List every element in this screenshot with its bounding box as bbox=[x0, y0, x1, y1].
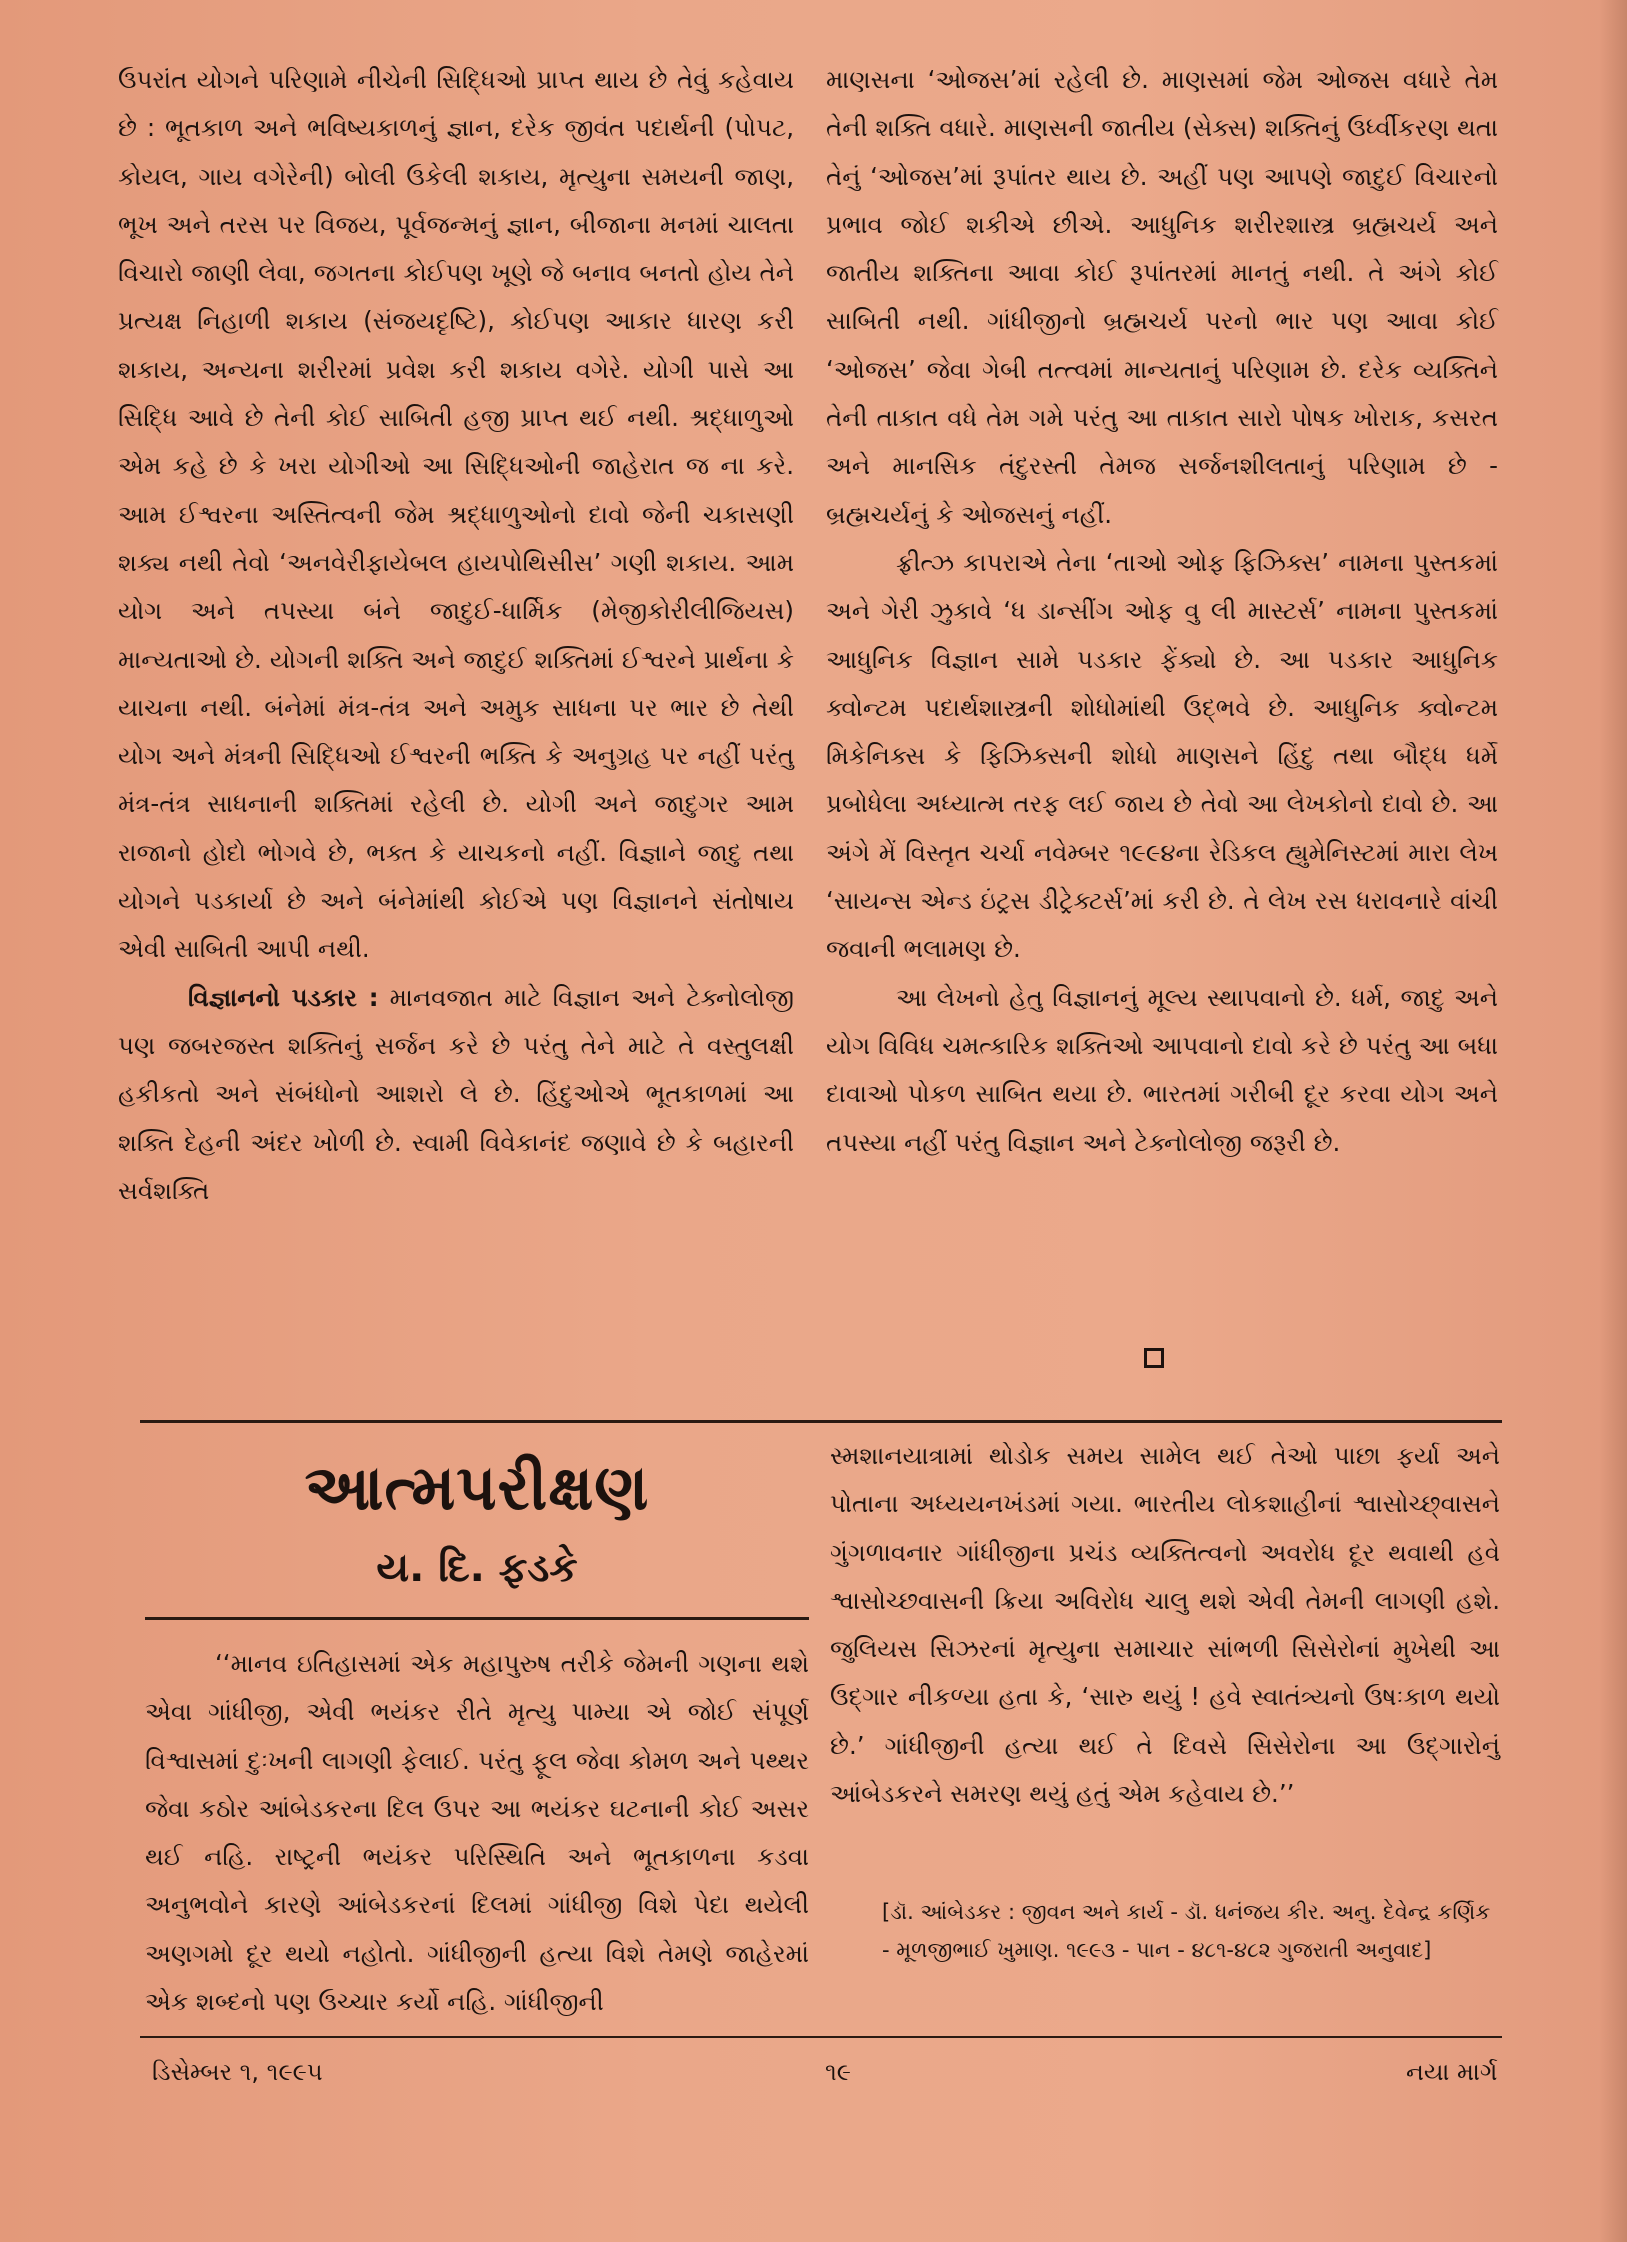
footer-rule bbox=[140, 2036, 1502, 2038]
article-title: આત્મપરીક્ષણ bbox=[304, 1451, 650, 1524]
quote-paragraph-right: સ્મશાનયાત્રામાં થોડોક સમય સામેલ થઈ તેઓ પાછા ફર્યા અને પોતાના અધ્યયનખંડમાં ગયા. ભારતીય લોકશાહીનાં શ્વાસોચ્છ્‌વાસને ગુંગળાવનાર ગાંધીજીના પ્રચંડ વ્યક્તિત્વનો અવરોધ દૂર થવાથી હવે શ્વાસોચ્છવાસની ક્રિયા અવિરોધ ચાલુ થશે એવી તેમની લાગણી હશે. જુલિયસ સિઝરનાં મૃત્યુના સમાચાર સાંભળી સિસેરોનાં મુખેથી આ ઉદ્‌ગાર નીકળ્યા હતા કે, ‘સારુ થયું ! હવે સ્વાતંત્ર્યનો ઉષઃકાળ થયો છે.’ ગાંધીજીની હત્યા થઈ તે દિવસે સિસેરોના આ ઉદ્‌ગારોનું આંબેડકરને સમરણ થયું હતું એમ કહેવાય છે.’’ bbox=[830, 1441, 1500, 1809]
paragraph-science-challenge-text: માનવજાત માટે વિજ્ઞાન અને ટેક્નોલોજી પણ જબરજસ્ત શક્તિનું સર્જન કરે છે પરંતુ તેને માટે તે વસ્તુલક્ષી હકીકતો અને સંબંધોનો આશરો લે છે. હિંદુઓએ ભૂતકાળમાં આ શક્તિ દેહની અંદર ખોળી છે. સ્વામી વિવેકાનંદ જણાવે છે કે બહારની સર્વશક્તિ bbox=[118, 982, 795, 1205]
right-column-top bbox=[826, 56, 1498, 1167]
section-heading-science-challenge: વિજ્ઞાનનો પડકાર : bbox=[188, 982, 379, 1012]
paragraph-tao-of-physics: ફ્રીત્ઝ કાપરાએ તેના ‘તાઓ ઓફ ફિઝિક્સ’ નામના પુસ્તકમાં અને ગેરી ઝુકાવે ‘ધ ડાન્સીંગ ઓફ વુ લી માસ્ટર્સ’ નામના પુસ્તકમાં આધુનિક વિજ્ઞાન સામે પડકાર ફેંક્યો છે. આ પડકાર આધુનિક ક્વોન્ટમ પદાર્થશાસ્ત્રની શોધોમાંથી ઉદ્‌ભવે છે. આધુનિક ક્વોન્ટમ મિકેનિક્સ કે ફિઝિક્સની શોધો માણસને હિંદુ તથા બૌદ્ધ ધર્મે પ્રબોધેલા અધ્યાત્મ તરફ લઈ જાય છે તેવો આ લેખકોનો દાવો છે. આ અંગે મેં વિસ્તૃત ચર્ચા નવેમ્બર ૧૯૯૪ના રેડિકલ હ્યુમેનિસ્ટમાં મારા લેખ ‘સાયન્સ એન્ડ ઇંટ્રસ ડીટ્રેક્ટર્સ’માં કરી છે. તે લેખ રસ ધરાવનારે વાંચી જવાની ભલામણ છે. bbox=[826, 547, 1498, 964]
page-number: ૧૯ bbox=[825, 2058, 851, 2086]
right-column-bottom bbox=[830, 1432, 1500, 1818]
left-column-bottom bbox=[145, 1640, 809, 2026]
quote-paragraph-left: ‘‘માનવ ઇતિહાસમાં એક મહાપુરુષ તરીકે જેમની ગણના થશે એવા ગાંધીજી, એવી ભયંકર રીતે મૃત્યુ પામ્યા એ જોઈ સંપૂર્ણ વિશ્વાસમાં દુઃખની લાગણી ફેલાઈ. પરંતુ ફૂલ જેવા કોમળ અને પથ્થર જેવા કઠોર આંબેડકરના દિલ ઉપર આ ભયંકર ઘટનાની કોઈ અસર થઈ નહિ. રાષ્ટ્રની ભયંકર પરિસ્થિતિ અને ભૂતકાળના કડવા અનુભવોને કારણે આંબેડકરનાં દિલમાં ગાંધીજી વિશે પેદા થયેલી અણગમો દૂર થયો નહોતો. ગાંધીજીની હત્યા વિશે તેમણે જાહેરમાં એક શબ્દનો પણ ઉચ્ચાર કર્યો નહિ. ગાંધીજીની bbox=[145, 1649, 809, 2017]
article-divider-rule bbox=[140, 1420, 1502, 1423]
paragraph-yoga-siddhis: ઉપરાંત યોગને પરિણામે નીચેની સિદ્ધિઓ પ્રાપ્ત થાય છે તેવું કહેવાય છે : ભૂતકાળ અને ભવિષ્યકાળનું જ્ઞાન, દરેક જીવંત પદાર્થની (પોપટ, કોયલ, ગાય વગેરેની) બોલી ઉકેલી શકાય, મૃત્યુના સમયની જાણ, ભૂખ અને તરસ પર વિજય, પૂર્વજન્મનું જ્ઞાન, બીજાના મનમાં ચાલતા વિચારો જાણી લેવા, જગતના કોઈપણ ખૂણે જે બનાવ બનતો હોય તેને પ્રત્યક્ષ નિહાળી શકાય (સંજયદૃષ્ટિ), કોઈપણ આકાર ધારણ કરી શકાય, અન્યના શરીરમાં પ્રવેશ કરી શકાય વગેરે. યોગી પાસે આ સિદ્ધિ આવે છે તેની કોઈ સાબિતી હજી પ્રાપ્ત થઈ નથી. શ્રદ્ધાળુઓ એમ કહે છે કે ખરા યોગીઓ આ સિદ્ધિઓની જાહેરાત જ ના કરે. આમ ઈશ્વરના અસ્તિત્વની જેમ શ્રદ્ધાળુઓનો દાવો જેની ચકાસણી શક્ય નથી તેવો ‘અનવેરીફાયેબલ હાયપોથિસીસ’ ગણી શકાય. આમ યોગ અને તપસ્યા બંને જાદુઈ-ધાર્મિક (મેજીકોરીલીજિયસ) માન્યતાઓ છે. યોગની શક્તિ અને જાદુઈ શક્તિમાં ઈશ્વરને પ્રાર્થના કે યાચના નથી. બંનેમાં મંત્ર-તંત્ર અને અમુક સાધના પર ભાર છે તેથી યોગ અને મંત્રની સિદ્ધિઓ ઈશ્વરની ભક્તિ કે અનુગ્રહ પર નહીં પરંતુ મંત્ર-તંત્ર સાધનાની શક્તિમાં રહેલી છે. યોગી અને જાદુગર આમ રાજાનો હોદો ભોગવે છે, ભક્ત કે યાચકનો નહીં. વિજ્ઞાને જાદુ તથા યોગને પડકાર્યા છે અને બંનેમાંથી કોઈએ પણ વિજ્ઞાનને સંતોષાય એવી સાબિતી આપી નથી. bbox=[118, 65, 794, 964]
title-underline-rule bbox=[145, 1617, 809, 1620]
footer-date: ડિસેમ્બર ૧, ૧૯૯૫ bbox=[152, 2058, 323, 2086]
paragraph-science-challenge bbox=[118, 974, 794, 1215]
source-reference: [ડૉ. આંબેડકર : જીવન અને કાર્ય - ડૉ. ધનંજય કીર. અનુ. દેવેન્દ્ર કર્ણિક - મૂળજીભાઈ ખુમાણ. ૧૯૯૩ - પાન - ૪૮૧-૪૮૨ ગુજરાતી અનુવાદ] bbox=[882, 1900, 1491, 1962]
paragraph-ojas: માણસના ‘ઓજસ’માં રહેલી છે. માણસમાં જેમ ઓજસ વધારે તેમ તેની શક્તિ વધારે. માણસની જાતીય (સેક્સ) શક્તિનું ઉર્ધ્વીકરણ થતા તેનું ‘ઓજસ’માં રૂપાંતર થાય છે. અહીં પણ આપણે જાદુઈ વિચારનો પ્રભાવ જોઈ શકીએ છીએ. આધુનિક શરીરશાસ્ત્ર બ્રહ્મચર્ય અને જાતીય શક્તિના આવા કોઈ રૂપાંતરમાં માનતું નથી. તે અંગે કોઈ સાબિતી નથી. ગાંધીજીનો બ્રહ્મચર્ય પરનો ભાર પણ આવા કોઈ ‘ઓજસ’ જેવા ગેબી તત્ત્વમાં માન્યતાનું પરિણામ છે. દરેક વ્યક્તિને તેની તાકાત વધે તેમ ગમે પરંતુ આ તાકાત સારો પોષક ખોરાક, કસરત અને માનસિક તંદુરસ્તી તેમજ સર્જનશીલતાનું પરિણામ છે - બ્રહ્મચર્યનું કે ઓજસનું નહીં. bbox=[826, 65, 1498, 529]
magazine-name: નયા માર્ગ bbox=[1406, 2058, 1498, 2086]
page-edge-shadow bbox=[1599, 0, 1627, 2242]
paragraph-conclusion: આ લેખનો હેતુ વિજ્ઞાનનું મૂલ્ય સ્થાપવાનો છે. ધર્મ, જાદુ અને યોગ વિવિધ ચમત્કારિક શક્તિઓ આપવાનો દાવો કરે છે પરંતુ આ બધા દાવાઓ પોકળ સાબિત થયા છે. ભારતમાં ગરીબી દૂર કરવા યોગ અને તપસ્યા નહીં પરંતુ વિજ્ઞાન અને ટેક્નોલોજી જરૂરી છે. bbox=[826, 982, 1498, 1157]
left-column-top bbox=[118, 56, 794, 1215]
article-author: ય. દિ. ફડકે bbox=[376, 1545, 578, 1591]
end-of-article-mark bbox=[1144, 1348, 1164, 1368]
